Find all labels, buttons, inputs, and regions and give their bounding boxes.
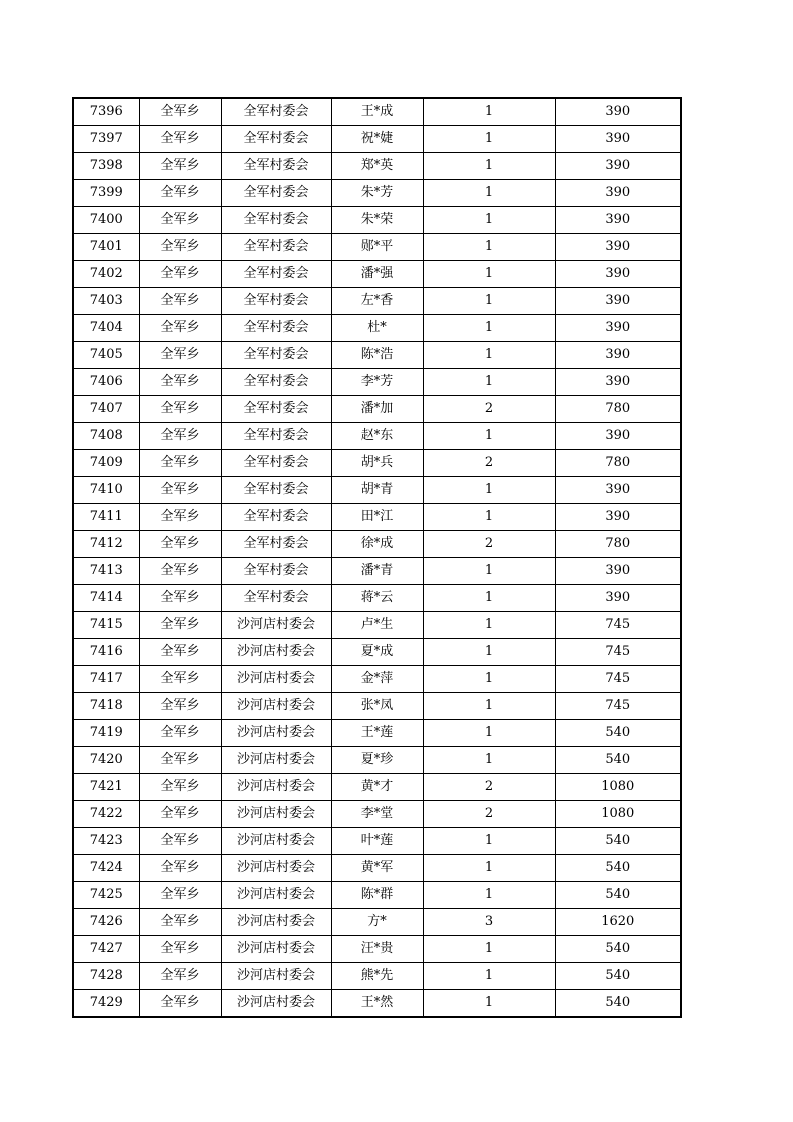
count-cell: 1: [423, 666, 555, 693]
name-cell: 田*江: [331, 504, 423, 531]
amount-cell: 390: [555, 207, 681, 234]
table-body: [73, 98, 681, 1017]
village-committee-cell: 沙河店村委会: [221, 747, 331, 774]
count-cell: 1: [423, 288, 555, 315]
township-cell: 全军乡: [139, 855, 221, 882]
amount-cell: 1080: [555, 774, 681, 801]
village-committee-cell: 全军村委会: [221, 315, 331, 342]
row-number-cell: 7413: [73, 558, 139, 585]
village-committee-cell: 沙河店村委会: [221, 963, 331, 990]
name-cell: 祝*婕: [331, 126, 423, 153]
amount-cell: 390: [555, 234, 681, 261]
row-number-cell: 7411: [73, 504, 139, 531]
amount-cell: 390: [555, 369, 681, 396]
village-committee-cell: 沙河店村委会: [221, 855, 331, 882]
row-number-cell: 7419: [73, 720, 139, 747]
name-cell: 陈*浩: [331, 342, 423, 369]
name-cell: 潘*强: [331, 261, 423, 288]
row-number-cell: 7416: [73, 639, 139, 666]
table-row: [73, 288, 681, 315]
township-cell: 全军乡: [139, 720, 221, 747]
name-cell: 潘*加: [331, 396, 423, 423]
township-cell: 全军乡: [139, 98, 221, 126]
table-row: [73, 423, 681, 450]
count-cell: 1: [423, 693, 555, 720]
name-cell: 郑*英: [331, 153, 423, 180]
name-cell: 王*然: [331, 990, 423, 1018]
amount-cell: 780: [555, 450, 681, 477]
table-row: [73, 153, 681, 180]
row-number-cell: 7424: [73, 855, 139, 882]
village-committee-cell: 全军村委会: [221, 396, 331, 423]
row-number-cell: 7426: [73, 909, 139, 936]
village-committee-cell: 沙河店村委会: [221, 828, 331, 855]
name-cell: 胡*兵: [331, 450, 423, 477]
township-cell: 全军乡: [139, 207, 221, 234]
township-cell: 全军乡: [139, 342, 221, 369]
table-row: [73, 909, 681, 936]
amount-cell: 390: [555, 342, 681, 369]
count-cell: 1: [423, 504, 555, 531]
township-cell: 全军乡: [139, 234, 221, 261]
table-row: [73, 585, 681, 612]
table-row: [73, 990, 681, 1018]
name-cell: 夏*成: [331, 639, 423, 666]
amount-cell: 390: [555, 153, 681, 180]
table-row: [73, 504, 681, 531]
village-committee-cell: 沙河店村委会: [221, 990, 331, 1018]
township-cell: 全军乡: [139, 180, 221, 207]
count-cell: 1: [423, 153, 555, 180]
name-cell: 徐*成: [331, 531, 423, 558]
count-cell: 1: [423, 261, 555, 288]
table-row: [73, 639, 681, 666]
township-cell: 全军乡: [139, 477, 221, 504]
row-number-cell: 7417: [73, 666, 139, 693]
table-row: [73, 261, 681, 288]
township-cell: 全军乡: [139, 612, 221, 639]
row-number-cell: 7421: [73, 774, 139, 801]
village-committee-cell: 沙河店村委会: [221, 801, 331, 828]
village-committee-cell: 全军村委会: [221, 153, 331, 180]
village-committee-cell: 全军村委会: [221, 450, 331, 477]
village-committee-cell: 沙河店村委会: [221, 936, 331, 963]
township-cell: 全军乡: [139, 747, 221, 774]
name-cell: 张*凤: [331, 693, 423, 720]
township-cell: 全军乡: [139, 909, 221, 936]
data-table: [72, 97, 682, 1018]
township-cell: 全军乡: [139, 450, 221, 477]
count-cell: 2: [423, 774, 555, 801]
table-row: [73, 207, 681, 234]
village-committee-cell: 沙河店村委会: [221, 774, 331, 801]
amount-cell: 540: [555, 936, 681, 963]
village-committee-cell: 全军村委会: [221, 98, 331, 126]
township-cell: 全军乡: [139, 315, 221, 342]
township-cell: 全军乡: [139, 693, 221, 720]
row-number-cell: 7422: [73, 801, 139, 828]
table-row: [73, 342, 681, 369]
amount-cell: 780: [555, 396, 681, 423]
township-cell: 全军乡: [139, 801, 221, 828]
township-cell: 全军乡: [139, 774, 221, 801]
township-cell: 全军乡: [139, 585, 221, 612]
row-number-cell: 7429: [73, 990, 139, 1018]
row-number-cell: 7404: [73, 315, 139, 342]
row-number-cell: 7428: [73, 963, 139, 990]
table-row: [73, 558, 681, 585]
row-number-cell: 7423: [73, 828, 139, 855]
village-committee-cell: 沙河店村委会: [221, 909, 331, 936]
village-committee-cell: 全军村委会: [221, 369, 331, 396]
count-cell: 1: [423, 315, 555, 342]
count-cell: 2: [423, 396, 555, 423]
row-number-cell: 7409: [73, 450, 139, 477]
row-number-cell: 7398: [73, 153, 139, 180]
name-cell: 方*: [331, 909, 423, 936]
count-cell: 1: [423, 98, 555, 126]
table-row: [73, 531, 681, 558]
table-row: [73, 801, 681, 828]
township-cell: 全军乡: [139, 963, 221, 990]
name-cell: 夏*珍: [331, 747, 423, 774]
township-cell: 全军乡: [139, 396, 221, 423]
amount-cell: 1620: [555, 909, 681, 936]
village-committee-cell: 全军村委会: [221, 126, 331, 153]
row-number-cell: 7405: [73, 342, 139, 369]
village-committee-cell: 沙河店村委会: [221, 639, 331, 666]
village-committee-cell: 全军村委会: [221, 234, 331, 261]
row-number-cell: 7407: [73, 396, 139, 423]
village-committee-cell: 全军村委会: [221, 504, 331, 531]
township-cell: 全军乡: [139, 531, 221, 558]
table-row: [73, 315, 681, 342]
village-committee-cell: 全军村委会: [221, 558, 331, 585]
name-cell: 黄*才: [331, 774, 423, 801]
village-committee-cell: 全军村委会: [221, 180, 331, 207]
village-committee-cell: 沙河店村委会: [221, 612, 331, 639]
name-cell: 朱*芳: [331, 180, 423, 207]
table-row: [73, 720, 681, 747]
amount-cell: 390: [555, 126, 681, 153]
count-cell: 3: [423, 909, 555, 936]
township-cell: 全军乡: [139, 558, 221, 585]
count-cell: 1: [423, 207, 555, 234]
name-cell: 陈*群: [331, 882, 423, 909]
village-committee-cell: 全军村委会: [221, 477, 331, 504]
table-row: [73, 828, 681, 855]
table-row: [73, 180, 681, 207]
table-row: [73, 396, 681, 423]
village-committee-cell: 沙河店村委会: [221, 666, 331, 693]
count-cell: 1: [423, 990, 555, 1018]
amount-cell: 390: [555, 180, 681, 207]
name-cell: 汪*贵: [331, 936, 423, 963]
name-cell: 李*堂: [331, 801, 423, 828]
amount-cell: 390: [555, 558, 681, 585]
township-cell: 全军乡: [139, 288, 221, 315]
village-committee-cell: 沙河店村委会: [221, 720, 331, 747]
township-cell: 全军乡: [139, 990, 221, 1018]
name-cell: 杜*: [331, 315, 423, 342]
amount-cell: 540: [555, 882, 681, 909]
count-cell: 1: [423, 639, 555, 666]
village-committee-cell: 全军村委会: [221, 531, 331, 558]
village-committee-cell: 全军村委会: [221, 207, 331, 234]
township-cell: 全军乡: [139, 504, 221, 531]
name-cell: 黄*军: [331, 855, 423, 882]
amount-cell: 390: [555, 585, 681, 612]
village-committee-cell: 全军村委会: [221, 261, 331, 288]
name-cell: 卢*生: [331, 612, 423, 639]
township-cell: 全军乡: [139, 936, 221, 963]
table-row: [73, 882, 681, 909]
amount-cell: 745: [555, 612, 681, 639]
name-cell: 金*萍: [331, 666, 423, 693]
amount-cell: 390: [555, 98, 681, 126]
township-cell: 全军乡: [139, 666, 221, 693]
count-cell: 2: [423, 801, 555, 828]
count-cell: 1: [423, 612, 555, 639]
count-cell: 1: [423, 369, 555, 396]
row-number-cell: 7399: [73, 180, 139, 207]
township-cell: 全军乡: [139, 369, 221, 396]
row-number-cell: 7418: [73, 693, 139, 720]
township-cell: 全军乡: [139, 423, 221, 450]
table-row: [73, 666, 681, 693]
name-cell: 潘*青: [331, 558, 423, 585]
township-cell: 全军乡: [139, 261, 221, 288]
table-row: [73, 693, 681, 720]
count-cell: 1: [423, 936, 555, 963]
township-cell: 全军乡: [139, 153, 221, 180]
row-number-cell: 7427: [73, 936, 139, 963]
count-cell: 1: [423, 126, 555, 153]
amount-cell: 390: [555, 423, 681, 450]
amount-cell: 1080: [555, 801, 681, 828]
amount-cell: 780: [555, 531, 681, 558]
amount-cell: 540: [555, 963, 681, 990]
count-cell: 1: [423, 585, 555, 612]
village-committee-cell: 全军村委会: [221, 585, 331, 612]
village-committee-cell: 全军村委会: [221, 423, 331, 450]
village-committee-cell: 沙河店村委会: [221, 882, 331, 909]
table-row: [73, 126, 681, 153]
township-cell: 全军乡: [139, 828, 221, 855]
amount-cell: 745: [555, 693, 681, 720]
amount-cell: 390: [555, 477, 681, 504]
name-cell: 赵*东: [331, 423, 423, 450]
count-cell: 1: [423, 828, 555, 855]
name-cell: 胡*青: [331, 477, 423, 504]
table-row: [73, 747, 681, 774]
amount-cell: 390: [555, 288, 681, 315]
name-cell: 蒋*云: [331, 585, 423, 612]
table-row: [73, 774, 681, 801]
amount-cell: 390: [555, 315, 681, 342]
table-row: [73, 369, 681, 396]
count-cell: 1: [423, 234, 555, 261]
name-cell: 王*成: [331, 98, 423, 126]
table-row: [73, 477, 681, 504]
count-cell: 1: [423, 747, 555, 774]
name-cell: 叶*莲: [331, 828, 423, 855]
count-cell: 1: [423, 423, 555, 450]
amount-cell: 540: [555, 855, 681, 882]
amount-cell: 540: [555, 720, 681, 747]
row-number-cell: 7401: [73, 234, 139, 261]
count-cell: 1: [423, 963, 555, 990]
row-number-cell: 7403: [73, 288, 139, 315]
amount-cell: 745: [555, 666, 681, 693]
count-cell: 2: [423, 450, 555, 477]
count-cell: 1: [423, 342, 555, 369]
name-cell: 李*芳: [331, 369, 423, 396]
count-cell: 2: [423, 531, 555, 558]
name-cell: 王*莲: [331, 720, 423, 747]
row-number-cell: 7402: [73, 261, 139, 288]
village-committee-cell: 全军村委会: [221, 288, 331, 315]
row-number-cell: 7425: [73, 882, 139, 909]
row-number-cell: 7414: [73, 585, 139, 612]
amount-cell: 745: [555, 639, 681, 666]
table-row: [73, 936, 681, 963]
village-committee-cell: 全军村委会: [221, 342, 331, 369]
count-cell: 1: [423, 558, 555, 585]
table-row: [73, 98, 681, 126]
table-row: [73, 612, 681, 639]
table-row: [73, 855, 681, 882]
count-cell: 1: [423, 477, 555, 504]
township-cell: 全军乡: [139, 639, 221, 666]
count-cell: 1: [423, 882, 555, 909]
count-cell: 1: [423, 720, 555, 747]
amount-cell: 540: [555, 828, 681, 855]
name-cell: 朱*荣: [331, 207, 423, 234]
row-number-cell: 7410: [73, 477, 139, 504]
amount-cell: 540: [555, 747, 681, 774]
row-number-cell: 7406: [73, 369, 139, 396]
name-cell: 左*香: [331, 288, 423, 315]
row-number-cell: 7420: [73, 747, 139, 774]
row-number-cell: 7412: [73, 531, 139, 558]
township-cell: 全军乡: [139, 882, 221, 909]
row-number-cell: 7397: [73, 126, 139, 153]
township-cell: 全军乡: [139, 126, 221, 153]
amount-cell: 390: [555, 504, 681, 531]
count-cell: 1: [423, 855, 555, 882]
name-cell: 郧*平: [331, 234, 423, 261]
row-number-cell: 7400: [73, 207, 139, 234]
table-row: [73, 963, 681, 990]
count-cell: 1: [423, 180, 555, 207]
amount-cell: 540: [555, 990, 681, 1018]
village-committee-cell: 沙河店村委会: [221, 693, 331, 720]
table-row: [73, 234, 681, 261]
row-number-cell: 7415: [73, 612, 139, 639]
row-number-cell: 7408: [73, 423, 139, 450]
table-row: [73, 450, 681, 477]
name-cell: 熊*先: [331, 963, 423, 990]
amount-cell: 390: [555, 261, 681, 288]
row-number-cell: 7396: [73, 98, 139, 126]
